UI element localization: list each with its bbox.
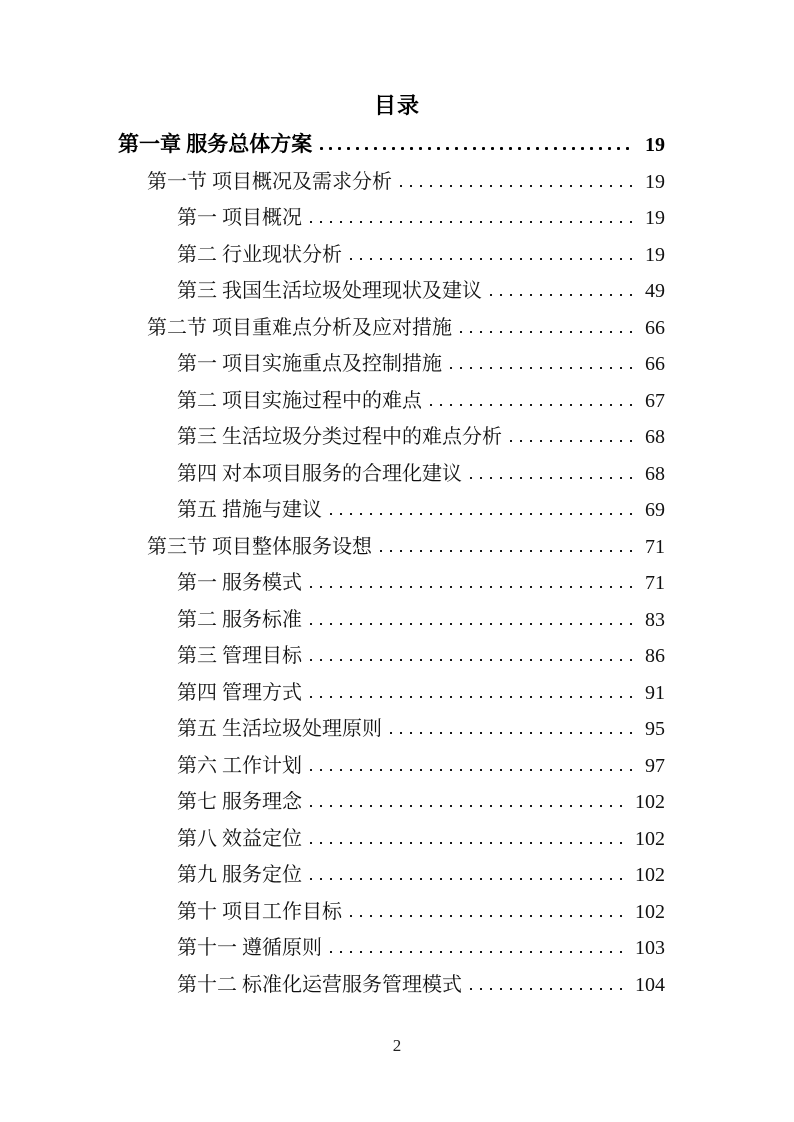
toc-entry[interactable] (118, 857, 665, 894)
dot-leader (329, 950, 625, 954)
toc-entry[interactable] (118, 164, 665, 201)
toc-entry[interactable] (118, 492, 665, 529)
toc-entry-title: 第九 服务定位 (177, 864, 302, 886)
dot-leader (459, 330, 635, 334)
toc-entry-page: 95 (645, 718, 665, 740)
toc-entry-title: 第一 服务模式 (177, 572, 302, 594)
dot-leader (449, 366, 635, 370)
dot-leader (309, 877, 625, 881)
dot-leader (329, 512, 635, 516)
toc-entry-title: 第三 管理目标 (177, 645, 302, 667)
toc-entry[interactable] (118, 602, 665, 639)
toc-entry[interactable] (118, 200, 665, 237)
dot-leader (379, 549, 635, 553)
toc-entry-title: 第二 项目实施过程中的难点 (177, 389, 422, 412)
toc-entry-title: 第十 项目工作目标 (177, 900, 342, 923)
toc-entry-page: 66 (645, 353, 665, 375)
toc-entry[interactable] (118, 456, 665, 493)
toc-entry-page: 69 (645, 499, 665, 521)
toc-entry-page: 49 (645, 280, 665, 302)
toc-entry[interactable] (118, 126, 665, 164)
toc-entry[interactable] (118, 675, 665, 712)
toc-entry-page: 102 (635, 864, 665, 886)
toc-entry-title: 第一 项目实施重点及控制措施 (177, 353, 442, 375)
toc-entry-title: 第三 我国生活垃圾处理现状及建议 (177, 280, 482, 302)
toc-entry-title: 第二 行业现状分析 (177, 243, 342, 266)
toc-entry-title: 第三节 项目整体服务设想 (147, 535, 372, 558)
toc-entry-title: 第八 效益定位 (177, 827, 302, 850)
dot-leader (489, 293, 635, 297)
toc-entry-title: 第五 生活垃圾处理原则 (177, 718, 382, 740)
dot-leader (469, 476, 635, 480)
toc-entry[interactable] (118, 784, 665, 821)
toc-entry-page: 67 (645, 389, 665, 412)
page-title: 目录 (373, 93, 420, 118)
toc-entry-title: 第五 措施与建议 (177, 499, 322, 521)
toc-entry-page: 66 (645, 316, 665, 339)
toc-entry[interactable] (118, 529, 665, 566)
dot-leader (309, 804, 625, 808)
dot-leader (349, 257, 635, 261)
toc-entry-page: 19 (645, 243, 665, 266)
toc-entry-title: 第十一 遵循原则 (177, 937, 322, 959)
toc-entry-page: 86 (645, 645, 665, 667)
toc-entry-title: 第二 服务标准 (177, 608, 302, 631)
toc-entry[interactable] (118, 383, 665, 420)
toc-entry[interactable] (118, 273, 665, 310)
toc-entry[interactable] (118, 346, 665, 383)
dot-leader (309, 585, 635, 589)
toc-entry[interactable] (118, 748, 665, 785)
toc-entry[interactable] (118, 638, 665, 675)
toc-entry-title: 第一 项目概况 (177, 207, 302, 229)
toc-entry-page: 91 (645, 681, 665, 704)
toc-entry-page: 104 (635, 973, 665, 996)
toc-entry[interactable] (118, 821, 665, 858)
dot-leader (349, 914, 625, 918)
toc-entry[interactable] (118, 930, 665, 967)
toc-entry-page: 83 (645, 608, 665, 631)
toc-entry-page: 71 (645, 572, 665, 594)
toc-entry-title: 第十二 标准化运营服务管理模式 (177, 973, 462, 996)
dot-leader (309, 220, 635, 224)
toc-entry[interactable] (118, 565, 665, 602)
toc-entry[interactable] (118, 894, 665, 931)
toc-entry[interactable] (118, 237, 665, 274)
toc-entry-title: 第一节 项目概况及需求分析 (147, 170, 392, 193)
dot-leader (309, 658, 635, 662)
dot-leader (469, 987, 625, 991)
toc-entry-title: 第三 生活垃圾分类过程中的难点分析 (177, 426, 502, 448)
toc-entry-title: 第四 对本项目服务的合理化建议 (177, 462, 462, 485)
dot-leader (309, 695, 635, 699)
toc-entry-title: 第六 工作计划 (177, 754, 302, 777)
toc-entry[interactable] (118, 310, 665, 347)
toc-entry-page: 19 (645, 170, 665, 193)
toc-entry-page: 97 (645, 754, 665, 777)
toc-entry-page: 103 (635, 937, 665, 959)
toc-entry-page: 102 (635, 827, 665, 850)
toc-entry-page: 71 (645, 535, 665, 558)
dot-leader (309, 841, 625, 845)
toc-entry[interactable] (118, 967, 665, 1004)
toc-entry-page: 102 (635, 900, 665, 923)
toc-entry-page: 19 (645, 207, 665, 229)
toc-entry-page: 19 (645, 134, 665, 156)
toc-entry-title: 第七 服务理念 (177, 791, 302, 813)
dot-leader (309, 768, 635, 772)
toc-entry-page: 68 (645, 426, 665, 448)
toc-entry-title: 第四 管理方式 (177, 681, 302, 704)
toc-entry-title: 第二节 项目重难点分析及应对措施 (147, 316, 452, 339)
page-number: 2 (392, 1036, 402, 1055)
toc-entry-page: 102 (635, 791, 665, 813)
toc-list (118, 126, 665, 1003)
dot-leader (309, 622, 635, 626)
dot-leader (319, 146, 635, 151)
dot-leader (429, 403, 635, 407)
toc-entry-title: 第一章 服务总体方案 (118, 132, 313, 156)
toc-entry-page: 68 (645, 462, 665, 485)
toc-entry[interactable] (118, 419, 665, 456)
dot-leader (389, 731, 635, 735)
dot-leader (509, 439, 635, 443)
toc-entry[interactable] (118, 711, 665, 748)
dot-leader (399, 184, 635, 188)
